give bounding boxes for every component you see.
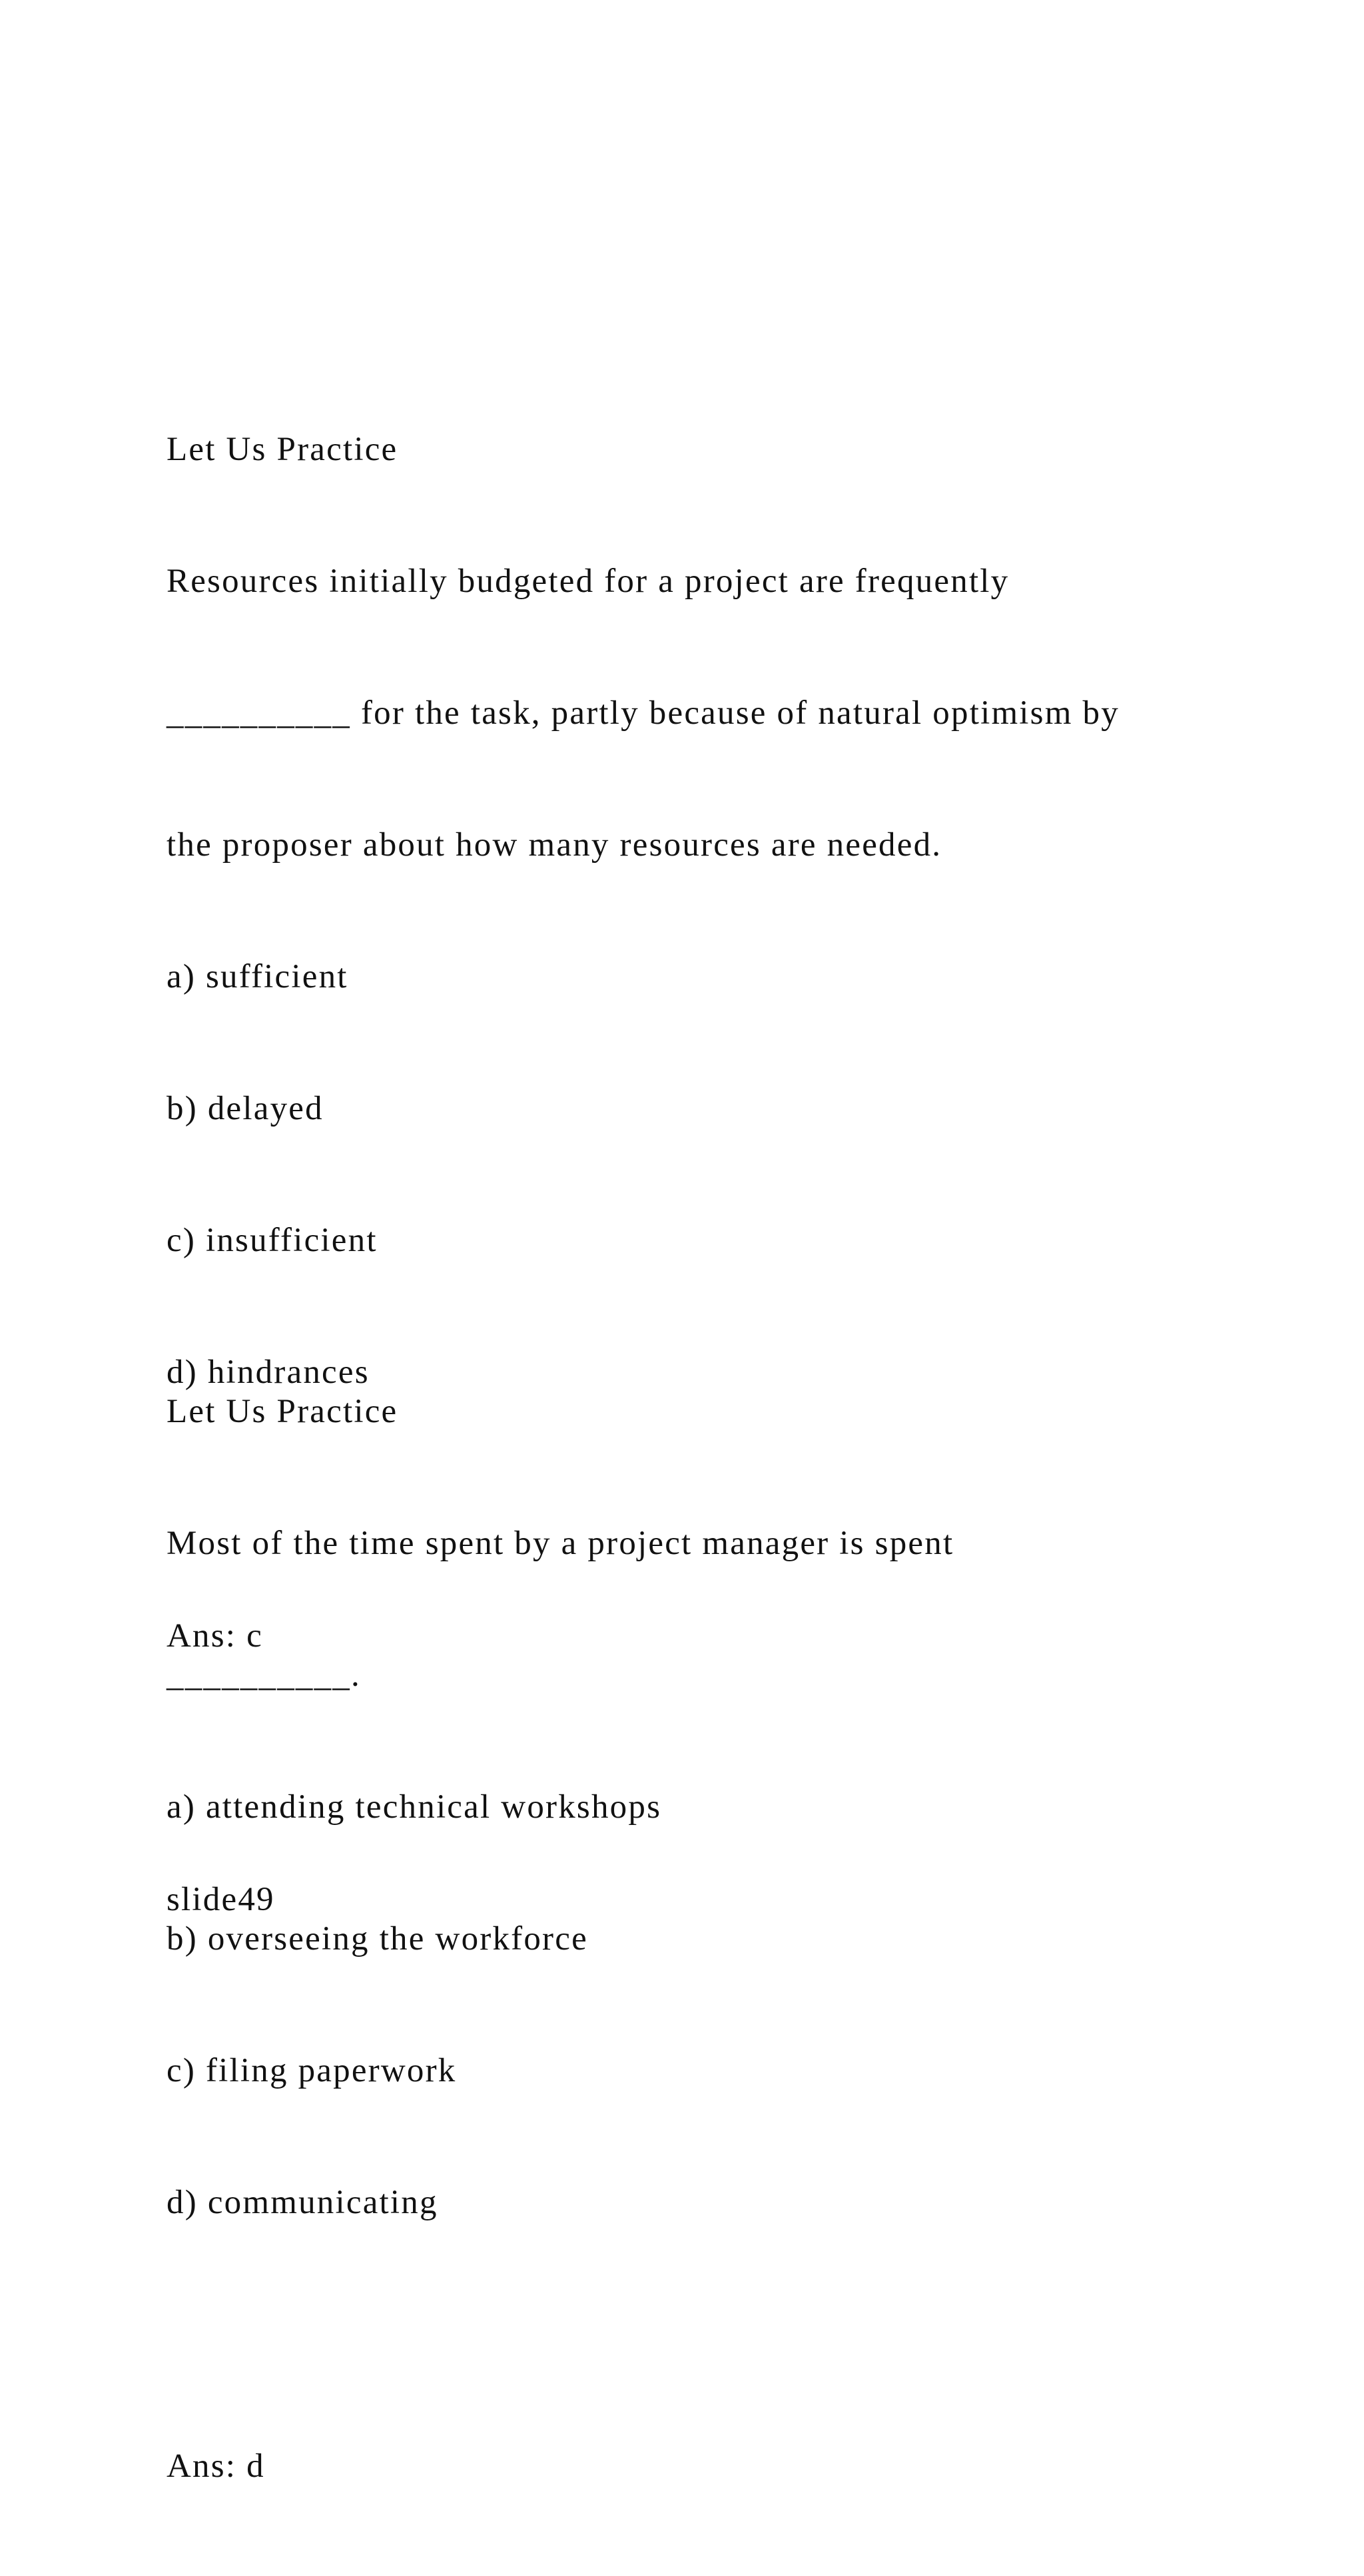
slide-label: slide49	[167, 1881, 275, 1918]
question-text-line: __________.	[167, 1657, 361, 1694]
question-text-line: the proposer about how many resources are needed.	[167, 826, 942, 864]
question-text-line: Most of the time spent by a project manager is spent	[167, 1525, 954, 1562]
spacer	[167, 2312, 1265, 2356]
answer-key: Ans: c	[167, 1617, 263, 1655]
answer-option-a: a) sufficient	[167, 958, 348, 995]
answer-option-c: c) insufficient	[167, 1222, 378, 1259]
question-heading: Let Us Practice	[167, 431, 398, 468]
answer-option-d: d) communicating	[167, 2184, 438, 2221]
answer-option-a: a) attending technical workshops	[167, 1788, 662, 1826]
question-text-line: Resources initially budgeted for a project are frequently	[167, 563, 1010, 600]
question-heading: Let Us Practice	[167, 1393, 398, 1430]
answer-option-b: b) overseeing the workforce	[167, 1920, 588, 1957]
answer-option-d: d) hindrances	[167, 1354, 370, 1391]
question-text-line: __________ for the task, partly because of natural optimism by	[167, 694, 1120, 732]
answer-key: Ans: d	[167, 2447, 265, 2485]
question-block-2	[167, 1302, 1265, 2576]
answer-option-c: c) filing paperwork	[167, 2052, 457, 2089]
answer-option-b: b) delayed	[167, 1090, 324, 1127]
